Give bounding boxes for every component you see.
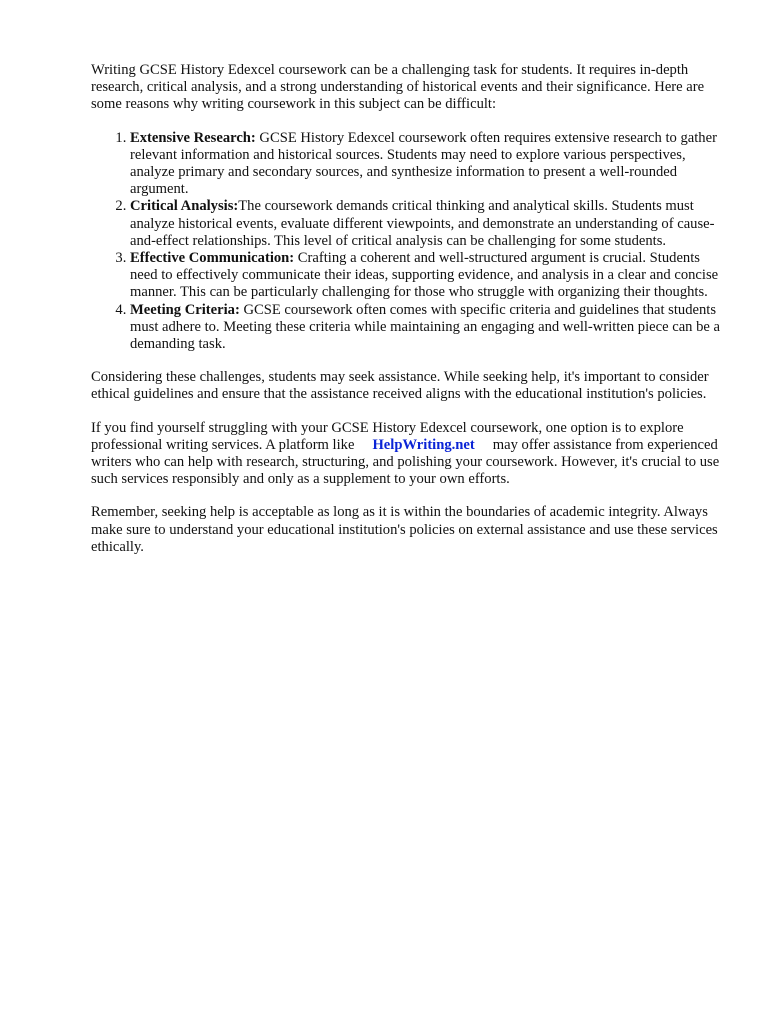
reason-term: Effective Communication: <box>130 250 295 267</box>
document-page <box>91 62 721 572</box>
reasons-list <box>91 130 721 354</box>
considering-paragraph: Considering these challenges, students may seek assistance. While seeking help, it's important to consider ethical guidelines and ensure that the assistance received aligns with the educational institution's policies. <box>91 369 709 403</box>
list-item <box>130 302 721 354</box>
help-paragraph <box>91 420 721 489</box>
help-text-after: may offer assistance from experienced writers who can help with research, structuring, and polishing your coursework. However, it's crucial to use such services responsibly and only as a supplement to your own efforts. <box>91 436 720 488</box>
reason-text: GCSE History Edexcel coursework often requires extensive research to gather relevant information and historical sources. Students may need to explore various perspectives, analyze primary and secondary sources, and synthesize information to present a well-rounded argument. <box>130 129 717 198</box>
reason-text: Crafting a coherent and well-structured argument is crucial. Students need to effectively communicate their ideas, supporting evidence, and analysis in a clear and concise manner. This can be particularly challenging for those who struggle with organizing their thoughts. <box>130 250 719 301</box>
reason-term: Extensive Research: <box>130 129 256 146</box>
help-text-before: If you find yourself struggling with your GCSE History Edexcel coursework, one option is to explore professional writing services. A platform like <box>91 419 684 453</box>
reason-term: Meeting Criteria: <box>130 301 240 318</box>
list-item <box>130 250 721 302</box>
reason-text: The coursework demands critical thinking and analytical skills. Students must analyze historical events, evaluate different viewpoints, and demonstrate an understanding of cause-and-effect relationships. This level of critical analysis can be challenging for some students. <box>130 198 715 249</box>
list-item <box>130 198 721 250</box>
remember-paragraph: Remember, seeking help is acceptable as long as it is within the boundaries of academic integrity. Always make sure to understand your educational institution's policies on external assistance and use these services ethically. <box>91 504 718 555</box>
reason-term: Critical Analysis: <box>130 198 239 215</box>
helpwriting-link[interactable]: HelpWriting.net <box>372 436 475 453</box>
reason-text: GCSE coursework often comes with specific criteria and guidelines that students must adhere to. Meeting these criteria while maintaining an engaging and well-written piece can be a demanding task. <box>130 301 721 353</box>
list-item <box>130 130 721 199</box>
intro-paragraph: Writing GCSE History Edexcel coursework can be a challenging task for students. It requires in-depth research, critical analysis, and a strong understanding of historical events and their significance. Here are some reasons why writing coursework in this subject can be difficult: <box>91 62 705 113</box>
